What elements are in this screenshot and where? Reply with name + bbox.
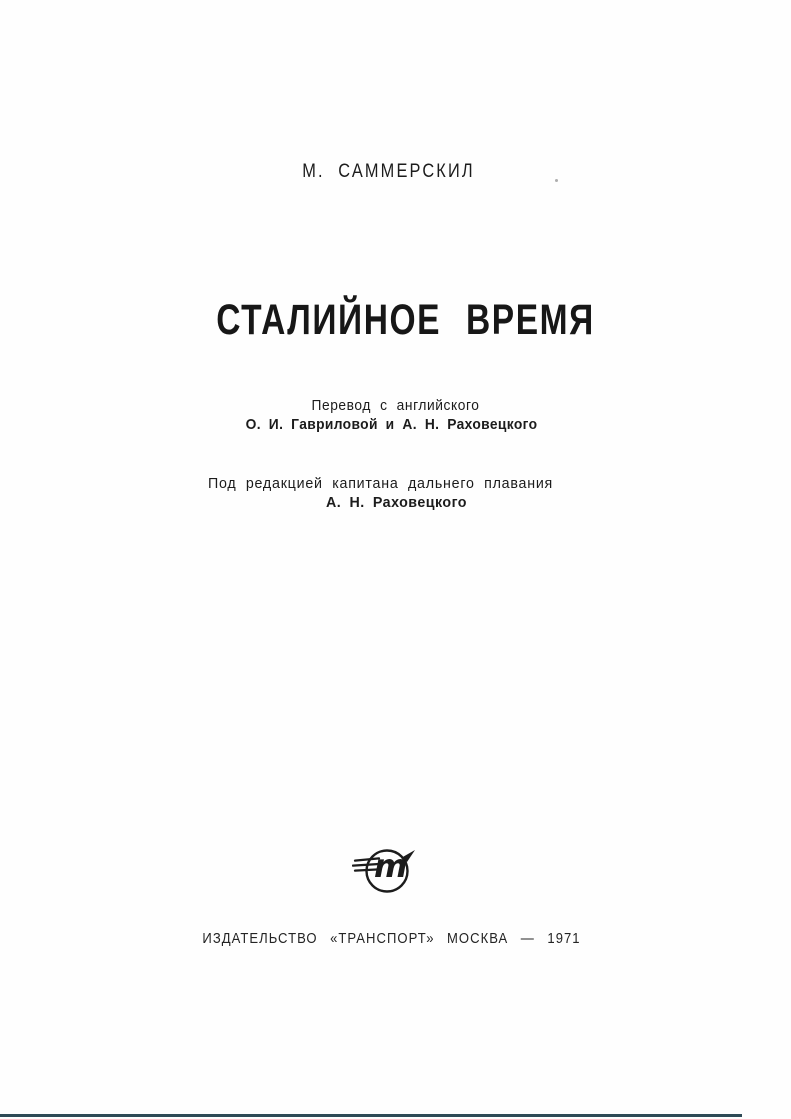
translation-credit-line-1: Перевод с английского — [311, 398, 480, 414]
editor-credit-line-1: Под редакцией капитана дальнего плавания — [207, 475, 554, 492]
page-bottom-edge-line — [0, 1114, 742, 1117]
translation-credit-line-2: О. И. Гавриловой и А. Н. Раховецкого — [245, 416, 538, 433]
editor-credit-line-2: А. Н. Раховецкого — [326, 494, 467, 511]
book-title: СТАЛИЙНОЕ ВРЕМЯ — [216, 296, 595, 344]
transport-publisher-logo-icon — [352, 842, 422, 900]
author-line: М. САММЕРСКИЛ — [302, 161, 475, 182]
imprint-line: ИЗДАТЕЛЬСТВО «ТРАНСПОРТ» МОСКВА — 1971 — [202, 930, 581, 947]
logo-letter: m — [374, 847, 408, 885]
scan-speck — [555, 179, 558, 182]
